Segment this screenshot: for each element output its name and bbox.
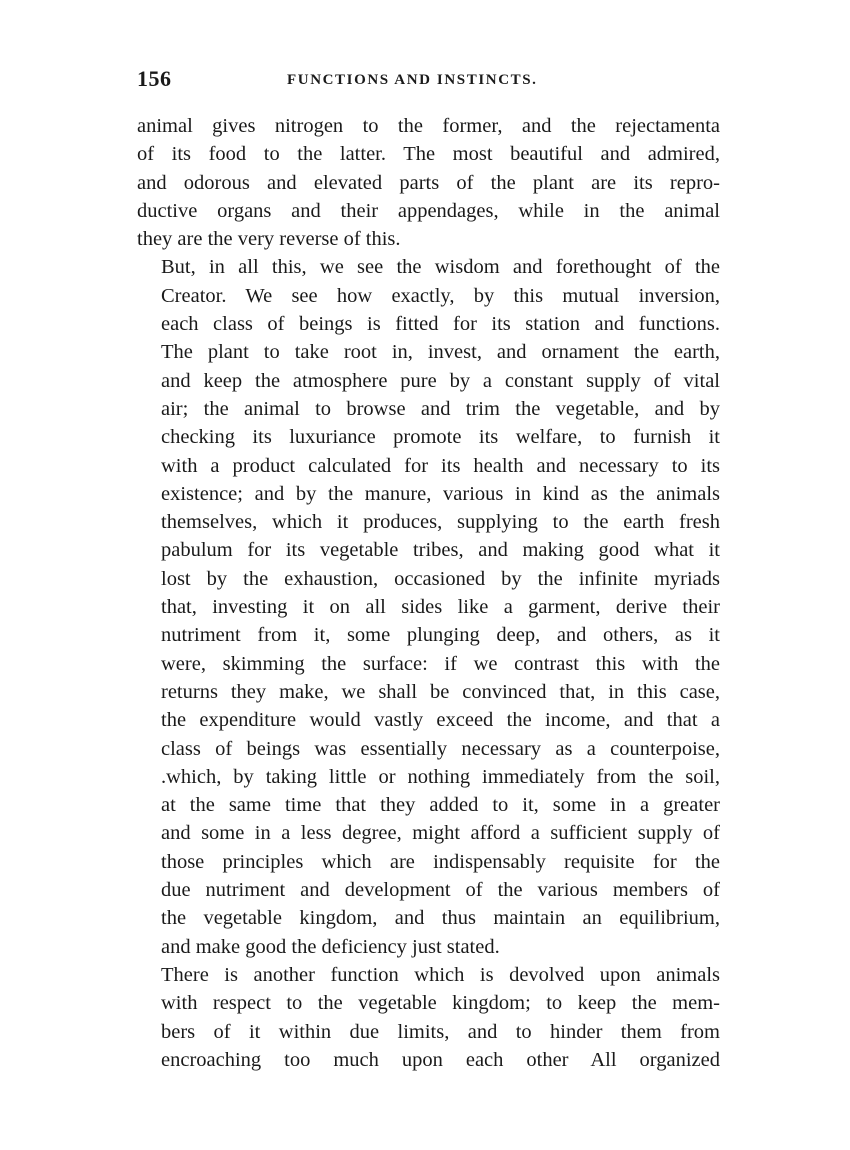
text-line: bers of it within due limits, and to hinder them from [161, 1020, 720, 1043]
text-line: at the same time that they added to it, some in a greater [161, 794, 720, 817]
text-line: they are the very reverse of this. [137, 228, 401, 251]
text-line: were, skimming the surface: if we contrast this with the [161, 652, 720, 675]
text-line: and make good the deficiency just stated. [161, 935, 500, 958]
text-line: ductive organs and their appendages, while in the animal [137, 199, 720, 222]
paragraph [137, 253, 720, 960]
text-line: checking its luxuriance promote its welfare, to furnish it [161, 426, 720, 449]
paragraph [137, 961, 720, 1074]
body-text [137, 112, 720, 1074]
text-line: and odorous and elevated parts of the plant are its repro- [137, 171, 720, 194]
running-title: FUNCTIONS AND INSTINCTS. [287, 72, 538, 88]
book-page [137, 64, 720, 1074]
text-line: existence; and by the manure, various in kind as the animals [161, 482, 720, 505]
text-line: those principles which are indispensably requisite for the [161, 850, 720, 873]
text-line: encroaching too much upon each other All organized [161, 1048, 720, 1071]
text-line: each class of beings is fitted for its station and functions. [161, 313, 720, 336]
text-line: There is another function which is devolved upon animals [161, 963, 720, 986]
paragraph [137, 112, 720, 253]
text-line: due nutriment and development of the various members of [161, 879, 720, 902]
text-line: pabulum for its vegetable tribes, and making good what it [161, 539, 720, 562]
text-line: animal gives nitrogen to the former, and the rejectamenta [137, 115, 720, 137]
text-line: with a product calculated for its health and necessary to its [161, 454, 720, 477]
text-line: and keep the atmosphere pure by a constant supply of vital [161, 369, 720, 392]
text-line: returns they make, we shall be convinced that, in this case, [161, 680, 720, 703]
text-line: Creator. We see how exactly, by this mutual inversion, [161, 284, 720, 307]
text-line: of its food to the latter. The most beautiful and admired, [137, 143, 720, 166]
text-line: air; the animal to browse and trim the vegetable, and by [161, 397, 720, 420]
text-line: the vegetable kingdom, and thus maintain an equilibrium, [161, 907, 720, 930]
text-line: the expenditure would vastly exceed the income, and that a [161, 709, 720, 732]
running-head [137, 64, 720, 98]
text-line: class of beings was essentially necessary as a counterpoise, [161, 737, 720, 760]
text-line: nutriment from it, some plunging deep, and others, as it [161, 624, 720, 647]
text-line: lost by the exhaustion, occasioned by the infinite myriads [161, 567, 720, 590]
text-line: But, in all this, we see the wisdom and forethought of the [161, 256, 720, 279]
text-line: that, investing it on all sides like a garment, derive their [161, 596, 720, 619]
page-number: 156 [137, 66, 172, 91]
text-line: and some in a less degree, might afford a sufficient supply of [161, 822, 720, 845]
text-line: .which, by taking little or nothing immediately from the soil, [161, 765, 720, 788]
text-line: The plant to take root in, invest, and ornament the earth, [161, 341, 720, 364]
text-line: themselves, which it produces, supplying to the earth fresh [161, 511, 720, 534]
text-line: with respect to the vegetable kingdom; to keep the mem- [161, 992, 720, 1015]
